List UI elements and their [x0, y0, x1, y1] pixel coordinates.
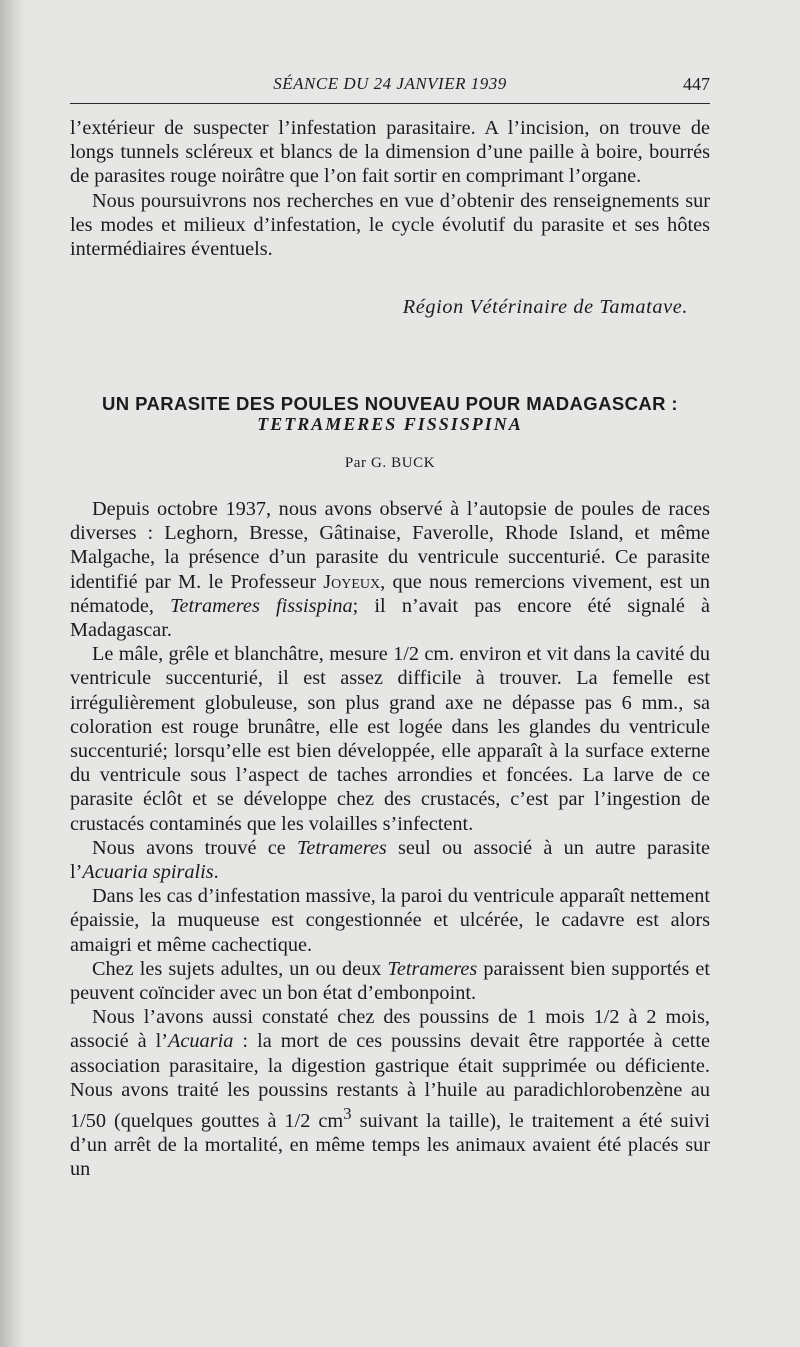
text-run: Nous l’avons aussi constaté chez des poussins de 1 mois 1/2 à 2 mois, associé à l’	[70, 1006, 710, 1053]
article-paragraph-1	[70, 497, 710, 642]
article-subtitle: TETRAMERES FISSISPINA	[257, 414, 523, 434]
genus-name: Tetrameres	[387, 957, 478, 980]
intro-paragraph-1: l’extérieur de suspecter l’infestation parasitaire. A l’incision, on trouve de longs tunnels scléreux et blancs de la dimension d’une paille à boire, bourrés de parasites rouge noirâtre que l’on fait sortir en comprimant l’organe.	[70, 117, 710, 188]
author-name: Joyeux	[323, 570, 381, 593]
article-paragraph-4: Dans les cas d’infestation massive, la paroi du ventricule apparaît nettement épaissie, la muqueuse est congestionnée et ulcérée, le cadavre est alors amaigri et même cachectique.	[70, 885, 710, 956]
article-byline: Par G. BUCK	[344, 455, 436, 471]
page-edge-shadow	[0, 0, 26, 1347]
text-run: seul ou associé à un autre parasite l’	[70, 836, 711, 884]
species-name: Acuaria spiralis	[82, 861, 214, 884]
text-run: Chez les sujets adultes, un ou deux	[92, 957, 388, 980]
species-name: Tetrameres fissispina	[170, 594, 353, 617]
text-run: suivant la taille), le traitement a été suivi d’un arrêt de la mortalité, en même temps les animaux avaient été placés sur un	[70, 1109, 710, 1181]
text-run: Nous avons trouvé ce	[92, 836, 297, 859]
genus-name: Acuaria	[168, 1030, 234, 1053]
header-rule	[70, 103, 710, 104]
article-paragraph-3	[70, 836, 710, 884]
intro-paragraph-2: Nous poursuivrons nos recherches en vue d’obtenir des renseignements sur les modes et milieux d’infestation, le cycle évolutif du parasite et ses hôtes intermédiaires éventuels.	[70, 189, 710, 261]
signature: Région Vétérinaire de Tamatave.	[402, 296, 688, 318]
text-run: : la mort de ces poussins devait être rapportée à cette association parasitaire, la digestion gastrique était supprimée ou déficiente. Nous avons traité les poussins restants à l’huile au paradichlorobenzène au 1/50 (quelques gouttes à 1/2 cm	[70, 1030, 710, 1132]
text-run: paraissent bien supportés et peuvent coïncider avec un bon état d’embonpoint.	[70, 957, 710, 1005]
running-title: SÉANCE DU 24 JANVIER 1939	[273, 74, 507, 93]
page-number: 447	[683, 74, 710, 94]
article-body	[70, 497, 710, 1181]
article-paragraph-5	[70, 957, 710, 1005]
superscript: 3	[343, 1104, 352, 1124]
genus-name: Tetrameres	[297, 836, 387, 859]
text-run: .	[213, 861, 219, 884]
text-run: ; il n’avait pas encore été signalé à Madagascar.	[70, 594, 711, 642]
text-run: Depuis octobre 1937, nous avons observé à l’autopsie de poules de races diverses : Leghorn, Bresse, Gâtinaise, Faverolle, Rhode Island, et même Malgache, la présence d’un parasite du ventricule succenturié. Ce parasite identifié par M. le Professeur	[70, 498, 710, 593]
page-header	[70, 74, 710, 100]
article-paragraph-6	[70, 1005, 710, 1181]
article-title: UN PARASITE DES POULES NOUVEAU POUR MADAGASCAR :	[102, 393, 678, 414]
text-run: , que nous remercions vivement, est un nématode,	[70, 570, 710, 617]
intro-text-block	[70, 116, 710, 261]
article-paragraph-2: Le mâle, grêle et blanchâtre, mesure 1/2 cm. environ et vit dans la cavité du ventricule succenturié, il est assez difficile à trouver. La femelle est irrégulièrement globuleuse, son plus grand axe ne dépasse pas 6 mm., sa coloration est rouge brunâtre, elle est logée dans les glandes du ventricule succenturié; lorsqu’elle est bien développée, elle apparaît à la surface externe du ventricule sous l’aspect de taches arrondies et foncées. La larve de ce parasite éclôt et se développe chez des crustacés, c’est par l’ingestion de crustacés contaminés que les volailles s’infectent.	[70, 643, 710, 835]
